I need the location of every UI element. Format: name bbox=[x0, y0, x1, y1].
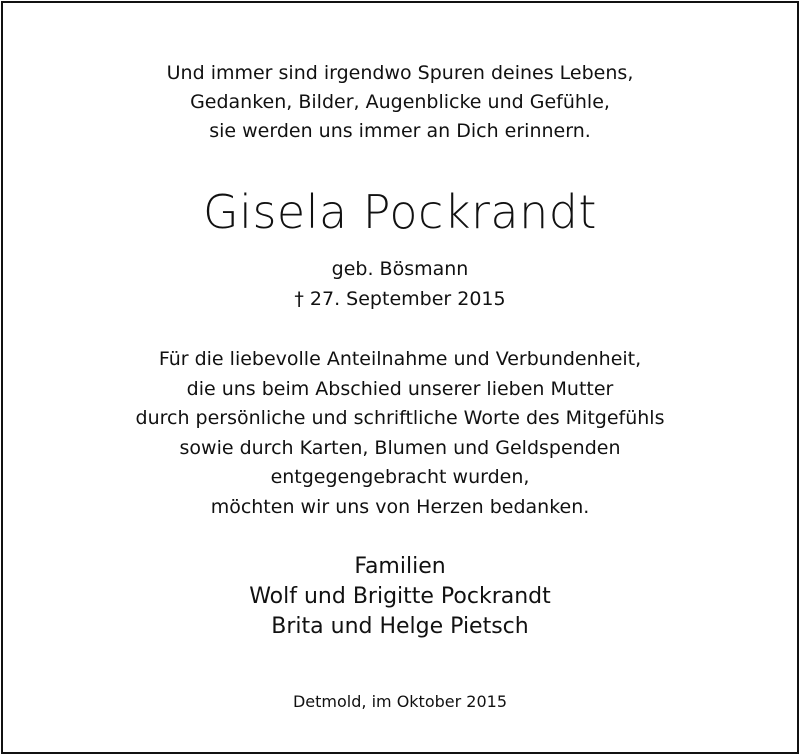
family-signature bbox=[3, 552, 797, 642]
verse-line: sie werden uns immer an Dich erinnern. bbox=[209, 120, 591, 142]
birth-name: geb. Bösmann bbox=[331, 258, 469, 280]
family-line: Familien bbox=[354, 554, 446, 579]
thanks-text bbox=[3, 345, 797, 522]
thanks-line: sowie durch Karten, Blumen und Geldspenden bbox=[179, 436, 621, 459]
death-date: † 27. September 2015 bbox=[294, 288, 506, 310]
family-line: Brita und Helge Pietsch bbox=[271, 614, 529, 639]
family-line: Wolf und Brigitte Pockrandt bbox=[249, 584, 551, 609]
place-and-date: Detmold, im Oktober 2015 bbox=[292, 692, 507, 711]
obituary-notice bbox=[1, 1, 799, 754]
memorial-verse bbox=[3, 59, 797, 146]
thanks-line: entgegengebracht wurden, bbox=[270, 466, 530, 488]
thanks-line: möchten wir uns von Herzen bedanken. bbox=[210, 495, 590, 518]
deceased-name: Gisela Pockrandt bbox=[203, 185, 597, 239]
verse-line: Gedanken, Bilder, Augenblicke und Gefühle, bbox=[190, 91, 610, 113]
thanks-line: durch persönliche und schriftliche Worte des Mitgefühls bbox=[135, 407, 665, 429]
thanks-line: die uns beim Abschied unserer lieben Mutter bbox=[186, 377, 614, 400]
thanks-line: Für die liebevolle Anteilnahme und Verbundenheit, bbox=[158, 348, 642, 370]
verse-line: Und immer sind irgendwo Spuren deines Lebens, bbox=[166, 62, 634, 84]
